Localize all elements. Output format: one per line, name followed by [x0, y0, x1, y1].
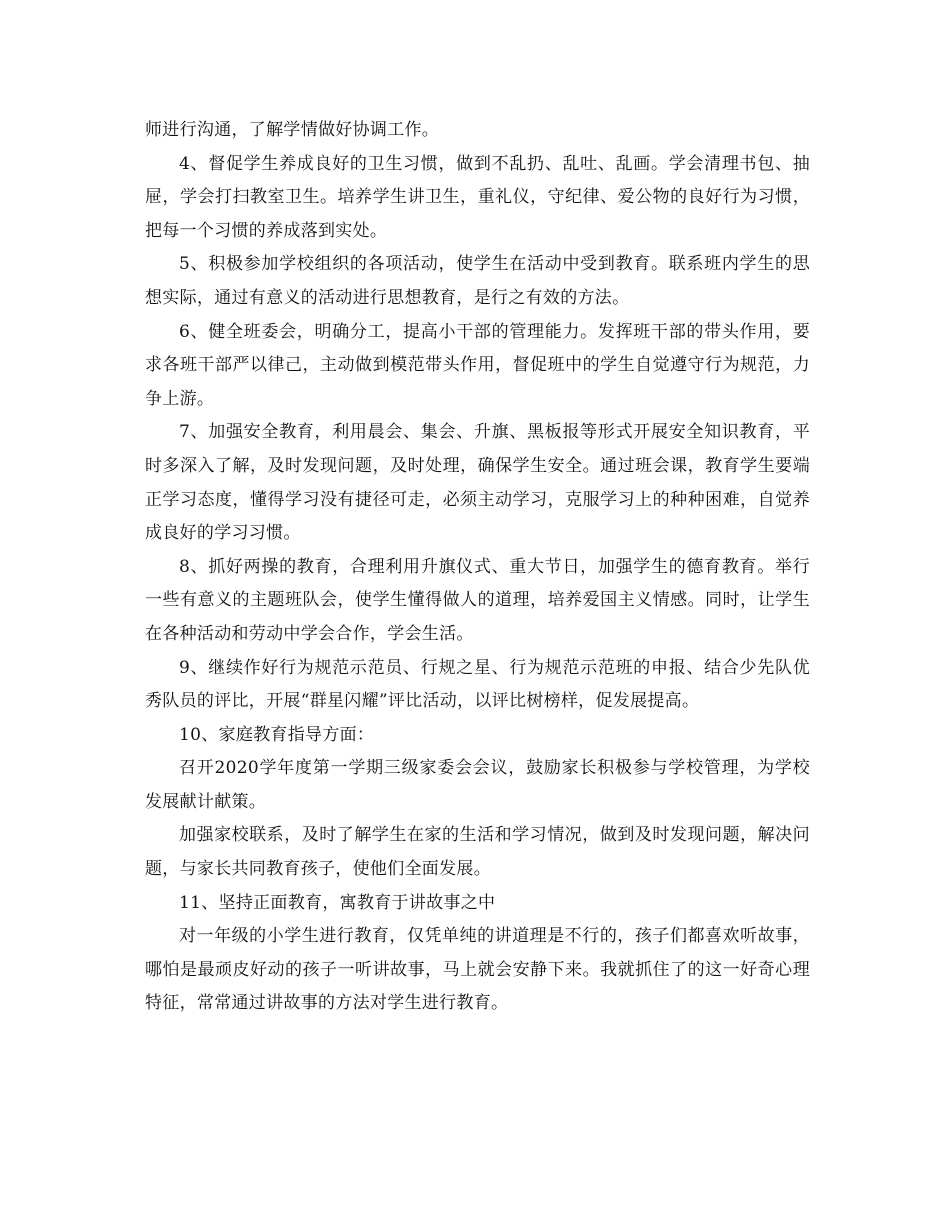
paragraph-item-11-heading: 11、坚持正面教育，寓教育于讲故事之中 [179, 892, 496, 913]
paragraph-parent-committee: 召开2020学年度第一学期三级家委会会议，鼓励家长积极参与学校管理，为学校发展献计献策。 [145, 758, 810, 812]
paragraph-item-9-norms: 9、继续作好行为规范示范员、行规之星、行为规范示范班的申报、结合少先队优秀队员的评比，开展“群星闪耀”评比活动，以评比树榜样，促发展提高。 [145, 657, 810, 712]
paragraph-item-10-heading: 10、家庭教育指导方面： [179, 724, 375, 745]
paragraph-storytelling: 对一年级的小学生进行教育，仅凭单纯的讲道理是不行的，孩子们都喜欢听故事，哪怕是最顽皮好动的孩子一听讲故事，马上就会安静下来。我就抓住了的这一好奇心理特征，常常通过讲故事的方法对学生进行教育。 [145, 926, 810, 1014]
paragraph-home-school-contact: 加强家校联系，及时了解学生在家的生活和学习情况，做到及时发现问题，解决问题，与家长共同教育孩子，使他们全面发展。 [145, 825, 810, 880]
paragraph-item-8-exercises: 8、抓好两操的教育，合理利用升旗仪式、重大节日，加强学生的德育教育。举行一些有意义的主题班队会，使学生懂得做人的道理，培养爱国主义情感。同时，让学生在各种活动和劳动中学会合作，学会生活。 [145, 556, 810, 644]
paragraph-item-7-safety: 7、加强安全教育，利用晨会、集会、升旗、黑板报等形式开展安全知识教育，平时多深入了解，及时发现问题，及时处理，确保学生安全。通过班会课，教育学生要端正学习态度，懂得学习没有捷径可走，必须主动学习，克服学习上的种种困难，自觉养成良好的学习习惯。 [145, 422, 810, 544]
paragraph-item-6-class-committee: 6、健全班委会，明确分工，提高小干部的管理能力。发挥班干部的带头作用，要求各班干部严以律己，主动做到模范带头作用，督促班中的学生自觉遵守行为规范，力争上游。 [145, 321, 810, 409]
document-body [145, 114, 810, 1021]
paragraph-item-4-hygiene: 4、督促学生养成良好的卫生习惯，做到不乱扔、乱吐、乱画。学会清理书包、抽屉，学会打扫教室卫生。培养学生讲卫生，重礼仪，守纪律、爱公物的良好行为习惯，把每一个习惯的养成落到实处。 [145, 153, 810, 241]
paragraph-item-5-activities: 5、积极参加学校组织的各项活动，使学生在活动中受到教育。联系班内学生的思想实际，通过有意义的活动进行思想教育，是行之有效的方法。 [145, 254, 810, 308]
paragraph-continuation: 师进行沟通，了解学情做好协调工作。 [145, 120, 440, 140]
